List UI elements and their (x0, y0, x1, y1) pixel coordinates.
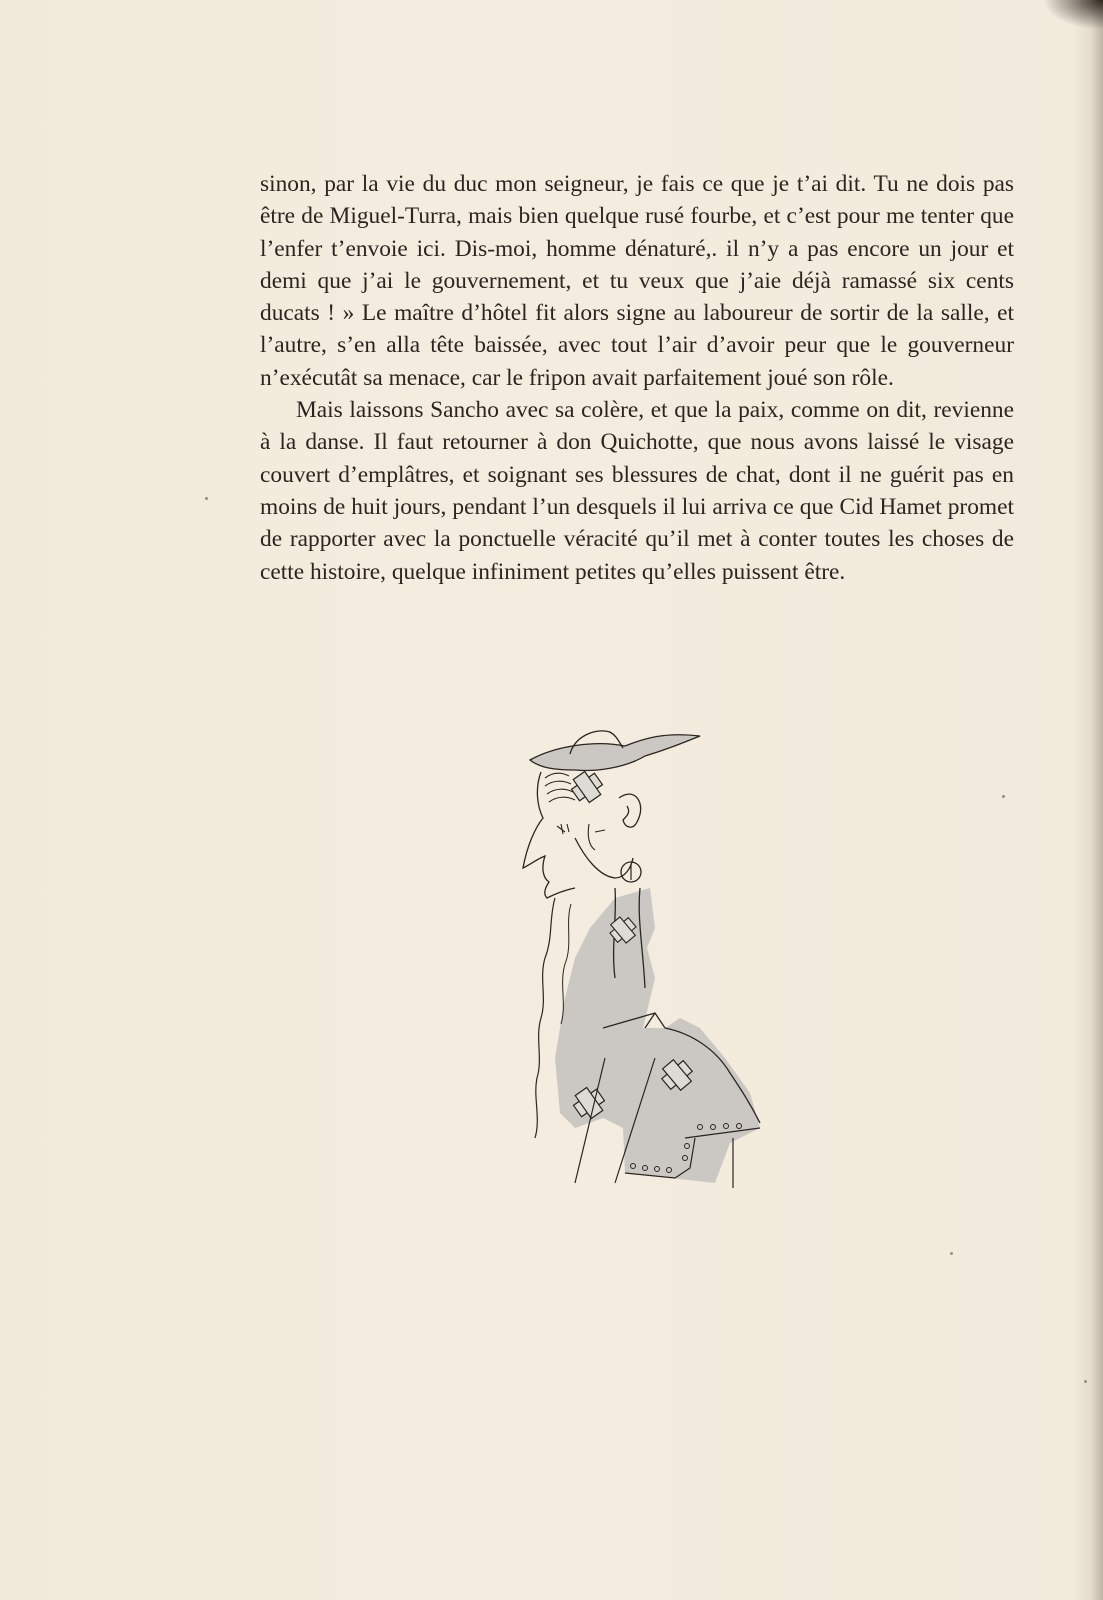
text-line: homme dénaturé,. il n’y a pas encore un jour et demi que j’ai le (260, 235, 1014, 294)
paper-speck (205, 497, 208, 500)
text-line: Le maître d’hôtel fit alors signe au laboureur de sortir de la salle, (361, 300, 990, 327)
text-line: blessures de chat, dont il ne guérit pas en moins de huit jours, (260, 461, 1014, 520)
text-line: gouvernement, et tu veux que j’aie déjà ramassé six cents ducats ! » (260, 267, 1014, 327)
text-line: sinon, par la vie du duc mon seigneur, je fais ce que je t’ai dit. (260, 171, 867, 197)
beard (535, 898, 555, 1138)
text-line: rapporter avec la ponctuelle véracité qu’il met à conter toutes les (289, 526, 915, 553)
text-line: gouverneur n’exécutât sa menace, car le fripon avait parfaitement (260, 332, 1014, 391)
text-line: pendant l’un desquels il lui arriva ce que Cid Hamet promet de (260, 493, 1014, 553)
page-edge-shadow (1073, 0, 1103, 1600)
text-line: et l’autre, s’en alla tête baissée, avec tout l’air d’avoir peur que le (260, 300, 1014, 359)
text-line: Mais laissons Sancho avec sa colère, et que la paix, comme (296, 397, 860, 424)
eye (557, 824, 569, 834)
jaw (575, 838, 633, 878)
text-line: on dit, revienne à la danse. Il faut retourner à don Quichotte, que (260, 397, 1014, 456)
text-line: joué son rôle. (767, 364, 894, 391)
hat-brim (530, 735, 700, 771)
body-text (260, 168, 1014, 588)
page-corner-shadow (1043, 0, 1103, 30)
text-line: fourbe, et c’est pour me tenter que l’enfer t’envoie ici. Dis-moi, (260, 203, 1015, 262)
text-line: Tu ne dois pas être de Miguel-Turra, mais bien quelque rusé (260, 171, 1015, 230)
text-line: nous avons laissé le visage couvert d’emplâtres, et soignant ses (260, 429, 1014, 488)
don-quichotte-illustration (515, 728, 785, 1218)
ear (619, 794, 641, 827)
face-profile (523, 772, 575, 898)
cheek-line (588, 824, 605, 850)
paper-speck (950, 1252, 953, 1255)
paper-speck (1084, 1380, 1087, 1383)
hair (545, 773, 575, 802)
forehead-bandage (572, 772, 603, 803)
paragraph-2 (260, 394, 1014, 588)
text-line: être. (804, 558, 846, 585)
text-line: choses de cette histoire, quelque infiniment petites qu’elles puissent (260, 526, 1014, 585)
paragraph-1 (260, 168, 1014, 394)
paper-speck (1002, 795, 1005, 798)
